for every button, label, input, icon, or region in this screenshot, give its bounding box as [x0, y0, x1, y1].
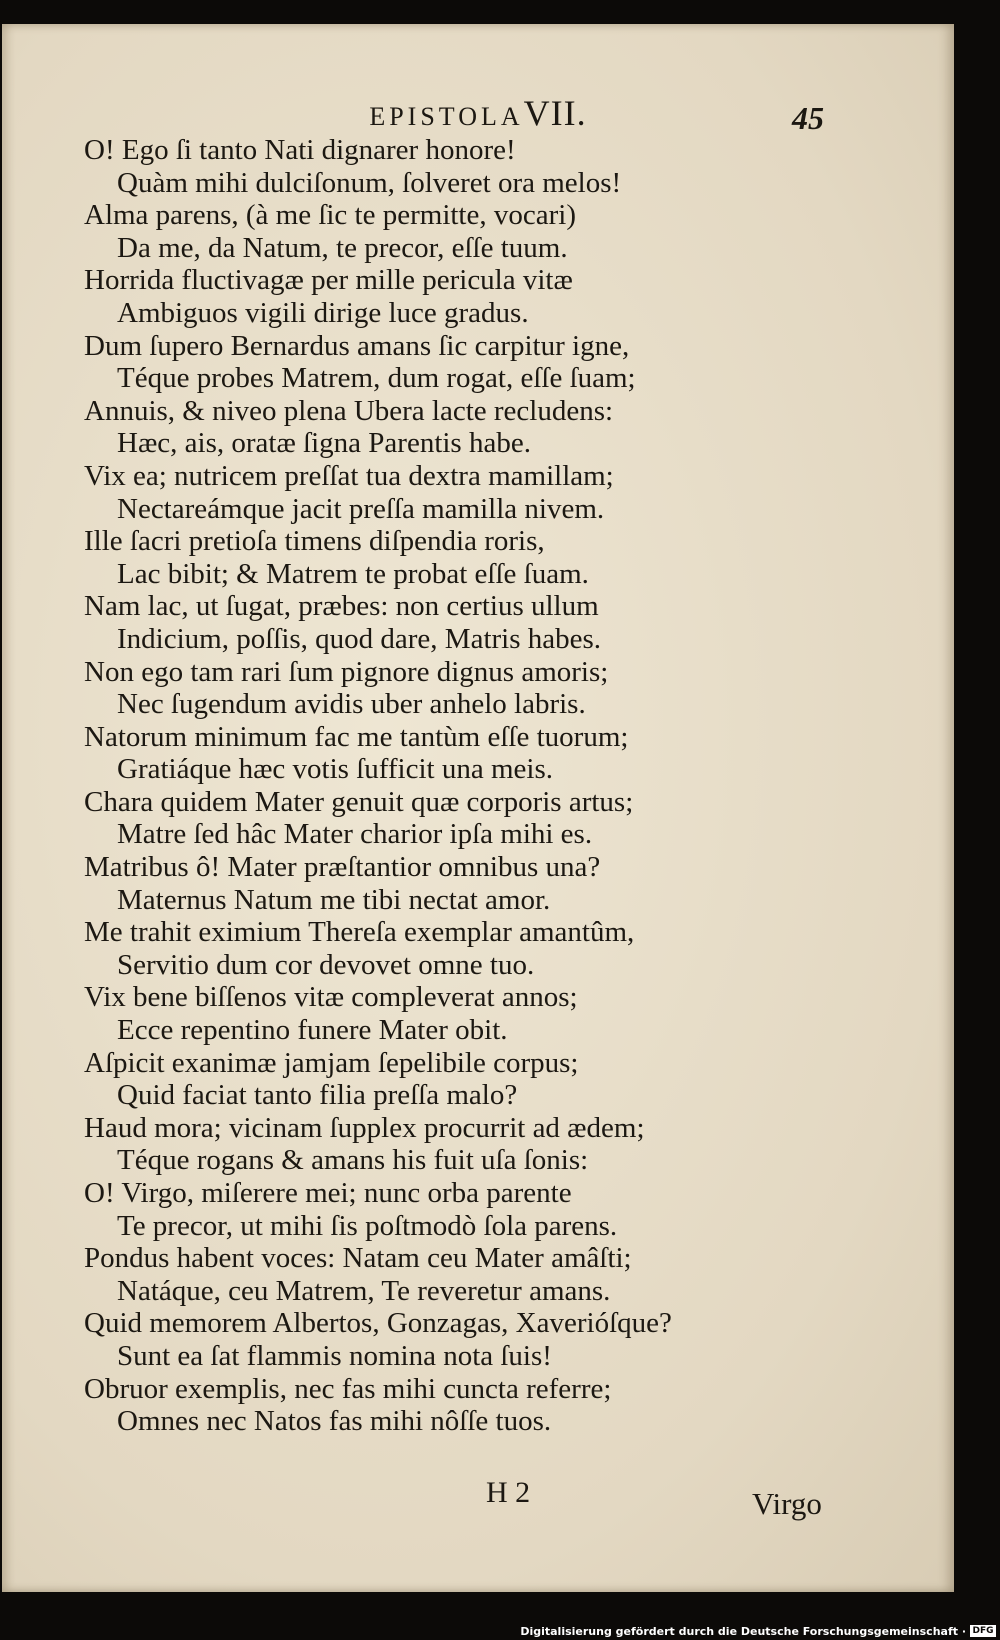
poem-line: Pondus habent voces: Natam ceu Mater amâſti; [84, 1242, 632, 1275]
poem-line: Non ego tam rari ſum pignore dignus amoris; [84, 655, 609, 688]
footer-credit: Digitalisierung gefördert durch die Deutsche Forschungsgemeinschaft · [520, 1625, 966, 1638]
poem-line: Vix ea; nutricem preſſat tua dextra mamillam; [84, 459, 614, 492]
poem-line: Aſpicit exanimæ jamjam ſepelibile corpus; [84, 1046, 579, 1079]
poem-line: Nectareámque jacit preſſa mamilla nivem. [117, 492, 605, 525]
page-number: 45 [792, 100, 824, 136]
poem-line: Hæc, ais, oratæ ſigna Parentis habe. [117, 427, 531, 460]
poem-body [84, 134, 904, 1438]
poem-line: Natáque, ceu Matrem, Te reveretur amans. [117, 1274, 611, 1307]
poem-line: Ecce repentino funere Mater obit. [117, 1014, 508, 1047]
poem-line: Chara quidem Mater genuit quæ corporis artus; [84, 785, 634, 818]
poem-line: Obruor exemplis, nec fas mihi cuncta referre; [84, 1372, 612, 1405]
poem-line: Alma parens, (à me ſic te permitte, vocari) [84, 199, 576, 232]
poem-line: Ambiguos vigili dirige luce gradus. [117, 296, 529, 329]
poem-line: Haud mora; vicinam ſupplex procurrit ad ædem; [84, 1111, 645, 1144]
poem-line: Nam lac, ut ſugat, præbes: non certius ullum [84, 590, 599, 623]
poem-line: Natorum minimum fac me tantùm eſſe tuorum; [84, 720, 629, 753]
header-title: EPISTOLA [369, 102, 524, 131]
poem-line: Horrida fluctivagæ per mille pericula vitæ [84, 264, 573, 297]
poem-line: Matre ſed hâc Mater charior ipſa mihi es. [117, 818, 593, 851]
poem-line: O! Virgo, miſerere mei; nunc orba parente [84, 1177, 572, 1209]
poem-line: Quàm mihi dulciſonum, ſolveret ora melos! [117, 166, 622, 199]
catchword: Virgo [752, 1486, 822, 1521]
poem-line: Téque probes Matrem, dum rogat, eſſe ſuam; [117, 362, 636, 395]
poem-line: Me trahit eximium Thereſa exemplar amantûm, [84, 916, 635, 949]
poem-line: Lac bibit; & Matrem te probat eſſe ſuam. [117, 557, 589, 590]
poem-line: Quid memorem Albertos, Gonzagas, Xaverióſque? [84, 1307, 672, 1340]
poem-line: Dum ſupero Bernardus amans ſic carpitur igne, [84, 329, 630, 362]
poem-line: Gratiáque hæc votis ſufficit una meis. [117, 753, 553, 786]
poem-line: Téque rogans & amans his fuit uſa ſonis: [117, 1144, 589, 1177]
signature-mark: H 2 [486, 1476, 531, 1509]
poem-line: Indicium, poſſis, quod dare, Matris habes. [117, 622, 602, 655]
poem-line: O! Ego ſi tanto Nati dignarer honore! [84, 134, 516, 166]
poem-line: Quid faciat tanto filia preſſa malo? [117, 1079, 518, 1112]
poem-line: Matribus ô! Mater præſtantior omnibus una? [84, 851, 601, 884]
poem-line: Maternus Natum me tibi nectat amor. [117, 883, 551, 916]
poem-line: Te precor, ut mihi ſis poſtmodò ſola parens. [117, 1209, 618, 1242]
poem-line: Vix bene biſſenos vitæ compleverat annos; [84, 981, 578, 1014]
poem-line: Ille ſacri pretioſa timens diſpendia roris, [84, 525, 545, 558]
book-page [2, 24, 954, 1592]
dfg-logo-icon: DFG [970, 1625, 996, 1637]
poem-line: Sunt ea ſat flammis nomina nota ſuis! [117, 1339, 552, 1372]
poem-line: Nec ſugendum avidis uber anhelo labris. [117, 688, 586, 721]
poem-line: Omnes nec Natos fas mihi nôſſe tuos. [117, 1405, 552, 1438]
poem-line: Da me, da Natum, te precor, eſſe tuum. [117, 231, 568, 264]
poem-line: Servitio dum cor devovet omne tuo. [117, 948, 535, 981]
poem-line: Annuis, & niveo plena Ubera lacte recludens: [84, 394, 614, 427]
header-number: VII. [523, 93, 587, 133]
